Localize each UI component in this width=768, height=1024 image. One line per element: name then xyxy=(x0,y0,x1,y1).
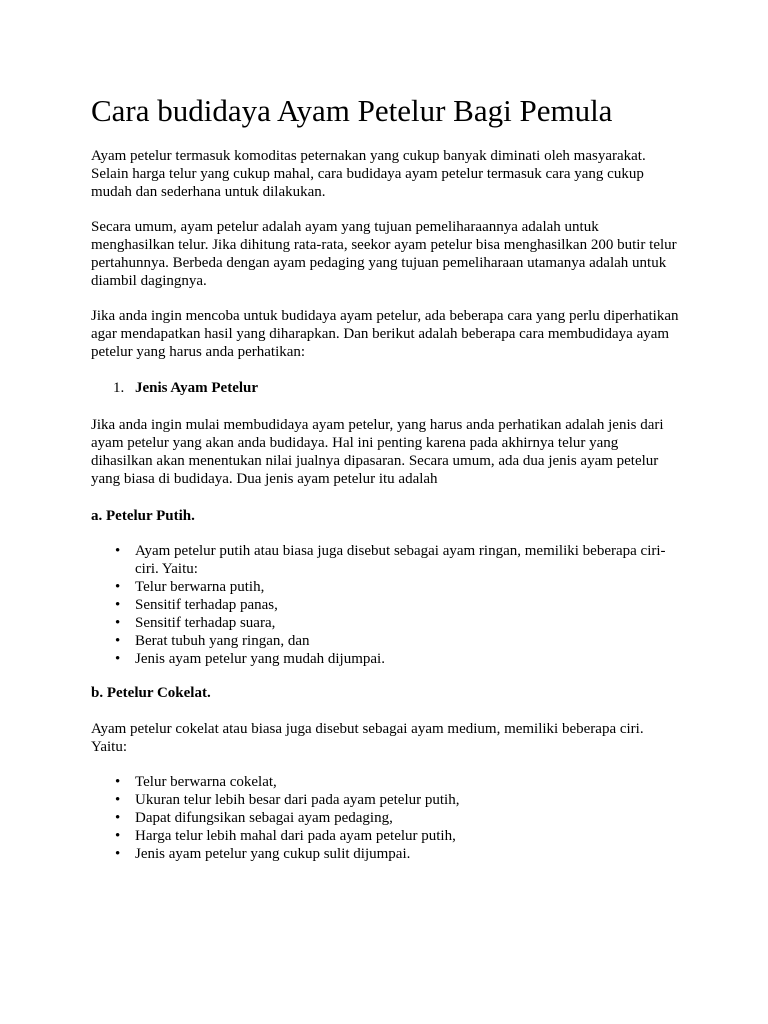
list-item: • Sensitif terhadap panas, xyxy=(91,596,673,614)
list-item: • Harga telur lebih mahal dari pada ayam petelur putih, xyxy=(91,827,681,845)
numbered-item-label: Jenis Ayam Petelur xyxy=(135,380,259,396)
list-item: • Telur berwarna putih, xyxy=(91,578,673,596)
subsection-a-list xyxy=(91,542,673,668)
subsection-b-heading: b. Petelur Cokelat. xyxy=(91,685,211,701)
list-item: • Sensitif terhadap suara, xyxy=(91,614,673,632)
list-item: • Telur berwarna cokelat, xyxy=(91,773,681,791)
list-item: • Berat tubuh yang ringan, dan xyxy=(91,632,673,650)
paragraph-definition: Secara umum, ayam petelur adalah ayam yang tujuan pemeliharaannya adalah untuk menghasilkan telur. Jika dihitung rata-rata, seekor ayam petelur bisa menghasilkan 200 butir telur pertahunnya. Berbeda dengan ayam pedaging yang tujuan pemeliharaan utamanya adalah untuk diambil dagingnya. xyxy=(91,219,677,289)
numbered-item-number: 1. xyxy=(113,380,125,396)
list-item: • Jenis ayam petelur yang mudah dijumpai. xyxy=(91,650,673,668)
list-item: • Jenis ayam petelur yang cukup sulit dijumpai. xyxy=(91,845,681,863)
document-title: Cara budidaya Ayam Petelur Bagi Pemula xyxy=(91,93,613,128)
list-item: • Dapat difungsikan sebagai ayam pedaging, xyxy=(91,809,681,827)
subsection-b-intro: Ayam petelur cokelat atau biasa juga disebut sebagai ayam medium, memiliki beberapa ciri. Yaitu: xyxy=(91,721,644,755)
paragraph-guide-intro: Jika anda ingin mencoba untuk budidaya ayam petelur, ada beberapa cara yang perlu diperhatikan agar mendapatkan hasil yang diharapkan. Dan berikut adalah beberapa cara membudidaya ayam petelur yang harus anda perhatikan: xyxy=(91,308,679,360)
subsection-a-heading: a. Petelur Putih. xyxy=(91,508,195,524)
paragraph-intro: Ayam petelur termasuk komoditas peternakan yang cukup banyak diminati oleh masyarakat. Selain harga telur yang cukup mahal, cara budidaya ayam petelur termasuk cara yang cukup mudah dan sederhana untuk dilakukan. xyxy=(91,148,646,200)
list-item: • Ayam petelur putih atau biasa juga disebut sebagai ayam ringan, memiliki beberapa ciri-ciri. Yaitu: xyxy=(91,542,673,578)
list-item: • Ukuran telur lebih besar dari pada ayam petelur putih, xyxy=(91,791,681,809)
subsection-b-list xyxy=(91,773,681,863)
paragraph-section-intro: Jika anda ingin mulai membudidaya ayam petelur, yang harus anda perhatikan adalah jenis dari ayam petelur yang akan anda budidaya. Hal ini penting karena pada akhirnya telur yang dihasilkan akan menentukan nilai jualnya dipasaran. Secara umum, ada dua jenis ayam petelur yang biasa di budidaya. Dua jenis ayam petelur itu adalah xyxy=(91,417,664,487)
